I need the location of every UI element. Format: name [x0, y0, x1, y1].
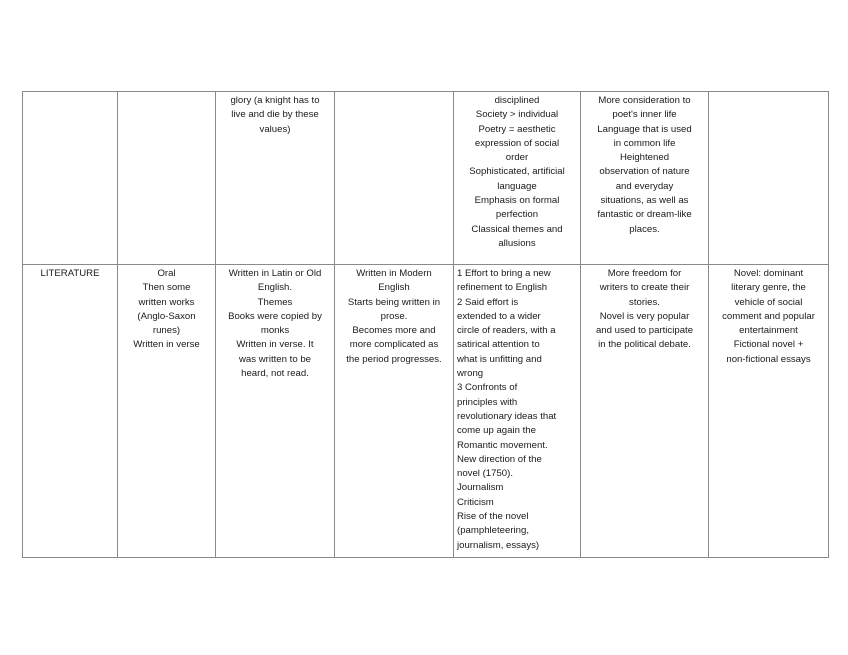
table-cell: disciplined Society > individual Poetry = aesthetic expression of social order Sophisticated, artificial language Emphasis on formal perfection Classical themes and allusions: [454, 92, 581, 265]
table-cell: [23, 92, 118, 265]
table-cell: 1 Effort to bring a new refinement to English 2 Said effort is extended to a wider circle of readers, with a satirical attention to what is unfitting and wrong 3 Confronts of principles with revolutionary ideas that come up again the Romantic movement. New direction of the novel (1750). Journalism Criticism Rise of the novel (pamphleteering, journalism, essays): [454, 265, 581, 558]
table-cell: [709, 92, 829, 265]
table-cell: Novel: dominant literary genre, the vehicle of social comment and popular entertainment Fictional novel + non-fictional essays: [709, 265, 829, 558]
literature-periods-table: [22, 91, 829, 558]
row-header-cell: LITERATURE: [23, 265, 118, 558]
table-cell: [118, 92, 216, 265]
table-cell: More freedom for writers to create their stories. Novel is very popular and used to participate in the political debate.: [581, 265, 709, 558]
table-cell: More consideration to poet's inner life Language that is used in common life Heightened observation of nature and everyday situations, as well as fantastic or dream-like places.: [581, 92, 709, 265]
table-cell: glory (a knight has to live and die by these values): [216, 92, 335, 265]
table-cell: Written in Latin or Old English. Themes Books were copied by monks Written in verse. It was written to be heard, not read.: [216, 265, 335, 558]
table-row: [23, 92, 829, 265]
table-cell: Written in Modern English Starts being written in prose. Becomes more and more complicated as the period progresses.: [335, 265, 454, 558]
table-cell: [335, 92, 454, 265]
table-row: [23, 265, 829, 558]
table-cell: Oral Then some written works (Anglo-Saxon runes) Written in verse: [118, 265, 216, 558]
